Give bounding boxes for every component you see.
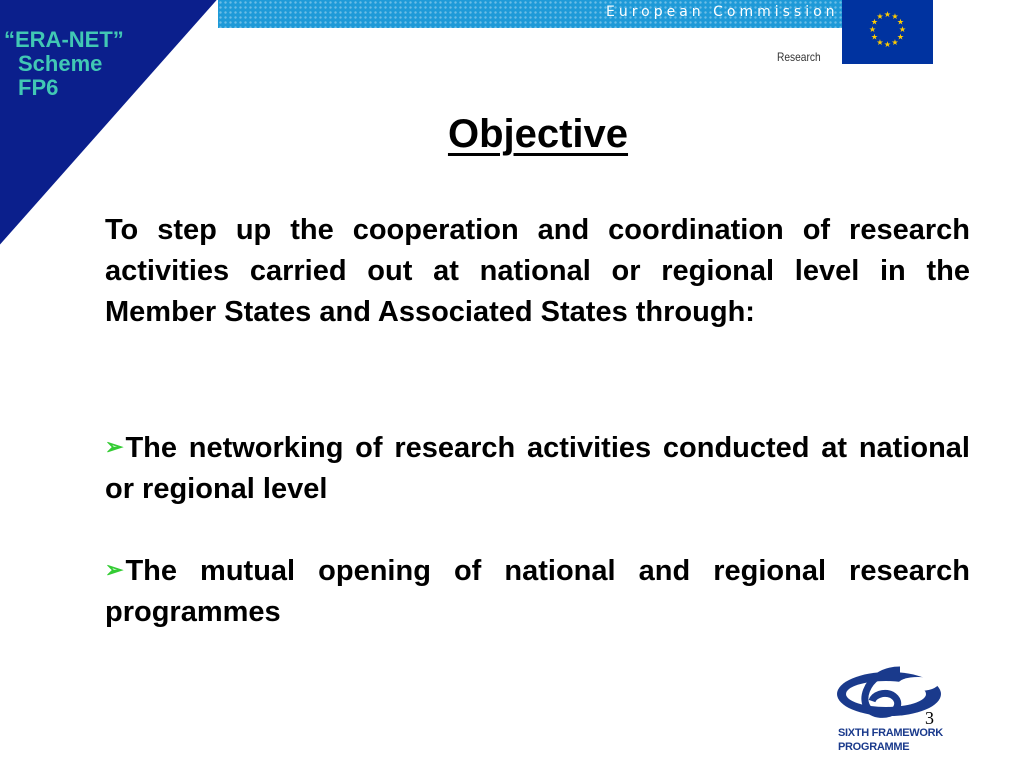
bullet-text-1: The networking of research activities conducted at national or regional level <box>105 432 970 505</box>
svg-text:★: ★ <box>898 25 907 34</box>
svg-text:★: ★ <box>870 17 879 27</box>
svg-text:★: ★ <box>891 38 899 47</box>
logo-text-line-1: SIXTH FRAMEWORK <box>838 727 943 739</box>
eu-flag-icon <box>842 0 933 64</box>
organization-name: European Commission <box>606 4 839 20</box>
arrow-bullet-icon: ➢ <box>105 434 124 459</box>
department-label: Research <box>777 50 821 64</box>
svg-text:★: ★ <box>868 25 877 34</box>
bullet-item-2 <box>105 549 970 633</box>
top-banner <box>218 0 933 28</box>
page-number: 3 <box>925 708 934 728</box>
svg-text:★: ★ <box>883 10 892 19</box>
bullet-text-2: The mutual opening of national and regional research programmes <box>105 555 970 628</box>
arrow-bullet-icon: ➢ <box>105 557 124 582</box>
svg-text:★: ★ <box>883 40 892 49</box>
svg-text:★: ★ <box>870 32 879 42</box>
bullet-item-1 <box>105 426 970 510</box>
slide-title: Objective <box>447 112 629 156</box>
logo-text-line-2: PROGRAMME <box>838 741 910 753</box>
svg-text:★: ★ <box>891 12 899 21</box>
svg-text:★: ★ <box>896 17 905 27</box>
corner-title <box>4 28 179 100</box>
corner-line-2: Scheme <box>18 51 103 76</box>
svg-text:★: ★ <box>876 38 884 47</box>
corner-line-3: FP6 <box>18 75 59 100</box>
svg-text:★: ★ <box>896 32 905 42</box>
intro-paragraph: To step up the cooperation and coordination of research activities carried out at national or regional level in the Member States and Associated States through: <box>105 214 970 328</box>
svg-text:★: ★ <box>876 12 884 21</box>
corner-line-1: “ERA-NET” <box>4 27 124 52</box>
